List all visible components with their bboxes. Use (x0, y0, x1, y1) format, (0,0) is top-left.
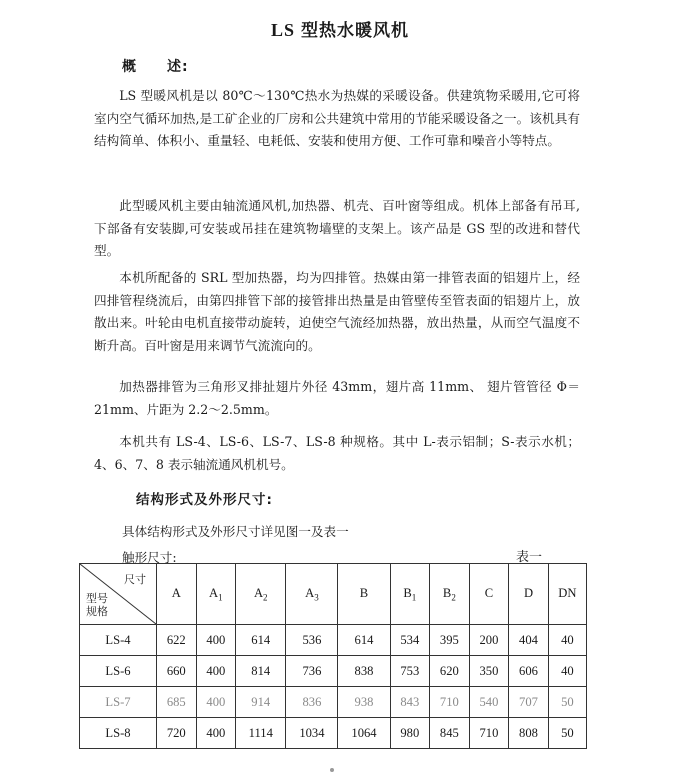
paragraph-composition: 此型暖风机主要由轴流通风机,加热器、机壳、百叶窗等组成。机体上部备有吊耳,下部备有安装脚,可安装或吊挂在建筑物墙壁的支架上。该产品是 GS 型的改进和替代型。 (94, 198, 580, 259)
table-cell: 404 (509, 625, 549, 656)
column-header (430, 564, 470, 625)
table-cell: 736 (286, 656, 338, 687)
table-row (80, 656, 587, 687)
column-header-main: A (209, 585, 219, 600)
title-text: 型热水暖风机 (301, 21, 410, 41)
table-cell: 1114 (236, 718, 286, 749)
table-header-row (80, 564, 587, 625)
table-cell: 938 (338, 687, 390, 718)
row-model: LS-4 (80, 625, 157, 656)
column-header (286, 564, 338, 625)
table-row (80, 625, 587, 656)
column-header (469, 564, 509, 625)
table-cell: 660 (157, 656, 197, 687)
table-number: 表一 (516, 550, 543, 565)
table-cell: 710 (469, 718, 509, 749)
table-cell: 814 (236, 656, 286, 687)
corner-label-model-line1: 型号 (86, 592, 108, 605)
table-cell: 720 (157, 718, 197, 749)
column-header (548, 564, 586, 625)
column-header-main: B (359, 585, 369, 600)
table-cell: 534 (390, 625, 430, 656)
table-cell: 980 (390, 718, 430, 749)
paragraph-models: 本机共有 LS-4、LS-6、LS-7、LS-8 种规格。其中 L-表示铝制；S-表示水机；4、6、7、8 表示轴流通风机机号。 (94, 434, 580, 472)
column-header (509, 564, 549, 625)
table-cell: 685 (157, 687, 197, 718)
column-header (157, 564, 197, 625)
row-model: LS-8 (80, 718, 157, 749)
structure-heading: 结构形式及外形尺寸: (136, 492, 273, 508)
table-cell: 620 (430, 656, 470, 687)
corner-label-model-line2: 规格 (86, 605, 108, 618)
row-model: LS-7 (80, 687, 157, 718)
table-cell: 400 (196, 718, 236, 749)
table-cell: 536 (286, 625, 338, 656)
table-cell: 50 (548, 718, 586, 749)
table-cell: 1064 (338, 718, 390, 749)
column-header (236, 564, 286, 625)
column-header (338, 564, 390, 625)
column-header-main: B (403, 585, 412, 600)
table-cell: 843 (390, 687, 430, 718)
table-cell: 808 (509, 718, 549, 749)
column-header-main: C (484, 585, 494, 600)
table-cell: 836 (286, 687, 338, 718)
table-cell: 395 (430, 625, 470, 656)
paragraph-heater: 本机所配备的 SRL 型加热器，均为四排管。热媒由第一排管表面的铝翅片上，经四排管程绕流后，由第四排管下部的接管排出热量是由管壁传至管表面的铝翅片上，放散出来。叶轮由电机直接带动旋转，迫使空气流经加热器，放出热量，从而空气温度不断升高。百叶窗是用来调节气流流向的。 (94, 270, 580, 353)
table-cell: 710 (430, 687, 470, 718)
table-cell: 200 (469, 625, 509, 656)
table-cell: 707 (509, 687, 549, 718)
column-header-sub: 2 (451, 592, 456, 603)
column-header-sub: 1 (411, 592, 417, 603)
table-cell: 50 (548, 687, 586, 718)
paragraph-intro: LS 型暖风机是以 80℃～130℃热水为热媒的采暖设备。供建筑物采暖用,它可将室内空气循环加热,是工矿企业的厂房和公共建筑中常用的节能采暖设备之一。该机具有结构简单、体积小、重量轻、电耗低、安装和使用方便、工作可靠和噪音小等特点。 (94, 88, 580, 149)
column-header-main: B (442, 585, 452, 600)
table-cell: 614 (338, 625, 390, 656)
table-cell: 622 (157, 625, 197, 656)
overview-heading: 概 述: (122, 59, 189, 75)
column-header-main: A (305, 585, 315, 600)
table-cell: 40 (548, 656, 586, 687)
column-header-sub: 2 (263, 592, 268, 603)
column-header-main: A (253, 585, 264, 600)
structure-caption: 具体结构形式及外形尺寸详见图一及表一 (122, 524, 349, 539)
table-cell: 845 (430, 718, 470, 749)
column-header-sub: 1 (218, 592, 223, 603)
dimension-label: 触形尺寸: (122, 550, 177, 565)
title-model: LS (270, 20, 296, 40)
table-cell: 400 (196, 625, 236, 656)
table-cell: 838 (338, 656, 390, 687)
corner-label-model (86, 592, 108, 618)
table-cell: 914 (236, 687, 286, 718)
column-header-main: A (171, 585, 181, 600)
table-cell: 400 (196, 656, 236, 687)
column-header-sub: 3 (314, 592, 319, 603)
document-title (0, 16, 680, 41)
table-row (80, 687, 587, 718)
column-header-main: D (523, 585, 534, 600)
page-dot-mark (330, 768, 334, 772)
table-row (80, 718, 587, 749)
row-model: LS-6 (80, 656, 157, 687)
column-header-main: DN (558, 585, 577, 600)
table-cell: 540 (469, 687, 509, 718)
table-cell: 614 (236, 625, 286, 656)
table-cell: 1034 (286, 718, 338, 749)
table-cell: 350 (469, 656, 509, 687)
corner-label-size: 尺寸 (124, 573, 146, 586)
dimension-table (79, 563, 587, 749)
paragraph-tube-spec: 加热器排管为三角形叉排扯翅片外径 43mm，翅片高 11mm、 翅片管管径 Φ＝21mm、片距为 2.2～2.5mm。 (94, 379, 580, 417)
table-cell: 40 (548, 625, 586, 656)
table-cell: 753 (390, 656, 430, 687)
table-cell: 400 (196, 687, 236, 718)
column-header (196, 564, 236, 625)
table-cell: 606 (509, 656, 549, 687)
column-header (390, 564, 430, 625)
table-corner-cell (80, 564, 157, 625)
